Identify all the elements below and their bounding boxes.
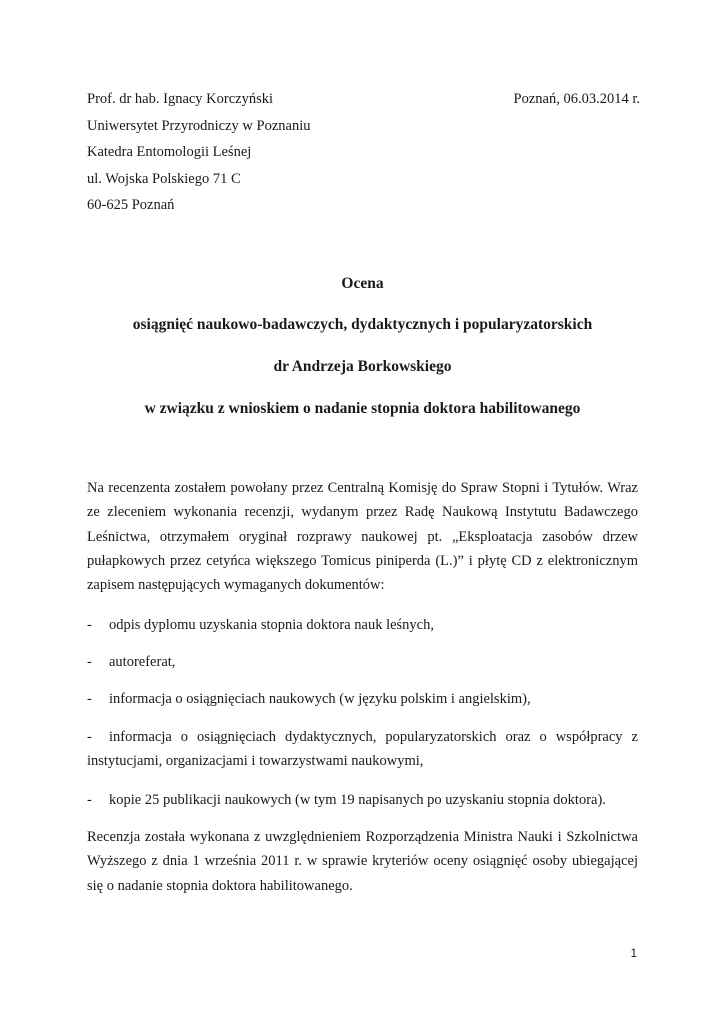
list-item (87, 788, 638, 812)
title-line-2: osiągnięć naukowo-badawczych, dydaktycznych i popularyzatorskich (132, 316, 593, 333)
title-line-4: w związku z wnioskiem o nadanie stopnia doktora habilitowanego (144, 400, 581, 417)
list-item-text: informacja o osiągnięciach naukowych (w języku polskim i angielskim), (109, 691, 531, 707)
letter-header (87, 86, 640, 219)
page-number: 1 (630, 948, 637, 960)
list-item (87, 613, 638, 637)
title-line-3: dr Andrzeja Borkowskiego (273, 358, 452, 375)
list-item (87, 687, 638, 711)
list-item-text: autoreferat, (109, 654, 176, 670)
list-dash: - (87, 792, 92, 808)
list-dash: - (87, 691, 92, 707)
closing-paragraph (87, 825, 638, 898)
list-dash: - (87, 617, 92, 633)
author-department: Katedra Entomologii Leśnej (87, 144, 252, 160)
list-item-text: kopie 25 publikacji naukowych (w tym 19 napisanych po uzyskaniu stopnia doktora). (109, 792, 606, 808)
author-name: Prof. dr hab. Ignacy Korczyński (87, 91, 274, 107)
title-line-1: Ocena (341, 275, 384, 292)
author-postal-city: 60-625 Poznań (87, 197, 175, 213)
list-item-text: informacja o osiągnięciach dydaktycznych, popularyzatorskich oraz o współpracy z instytucjami, organizacjami i towarzystwami naukowymi, (87, 729, 638, 770)
list-item-text: odpis dyplomu uzyskania stopnia doktora nauk leśnych, (109, 617, 434, 633)
list-dash: - (87, 654, 92, 670)
list-item (87, 650, 638, 674)
list-item (87, 725, 638, 774)
author-university: Uniwersytet Przyrodniczy w Poznaniu (87, 117, 311, 134)
letter-date: Poznań, 06.03.2014 r. (513, 91, 640, 107)
list-dash: - (87, 729, 92, 745)
intro-paragraph (87, 476, 638, 597)
intro-paragraph-text: Na recenzenta zostałem powołany przez Centralną Komisję do Spraw Stopni i Tytułów. Wraz ze zleceniem wykonania recenzji, wydanym przez Radę Naukową Instytutu Badawczego Leśnictwa, otrzymałem oryginał rozprawy naukowej pt. „Eksploatacja zasobów drzew pułapkowych przez cetyńca większego Tomicus piniperda (L.)” i płytę CD z elektronicznym zapisem następujących wymaganych dokumentów: (87, 480, 638, 594)
author-street: ul. Wojska Polskiego 71 C (87, 170, 241, 187)
closing-paragraph-text: Recenzja została wykonana z uwzględnieniem Rozporządzenia Ministra Nauki i Szkolnictwa Wyższego z dnia 1 września 2011 r. w sprawie kryteriów oceny osiągnięć osoby ubiegającej się o nadanie stopnia doktora habilitowanego. (87, 829, 638, 894)
